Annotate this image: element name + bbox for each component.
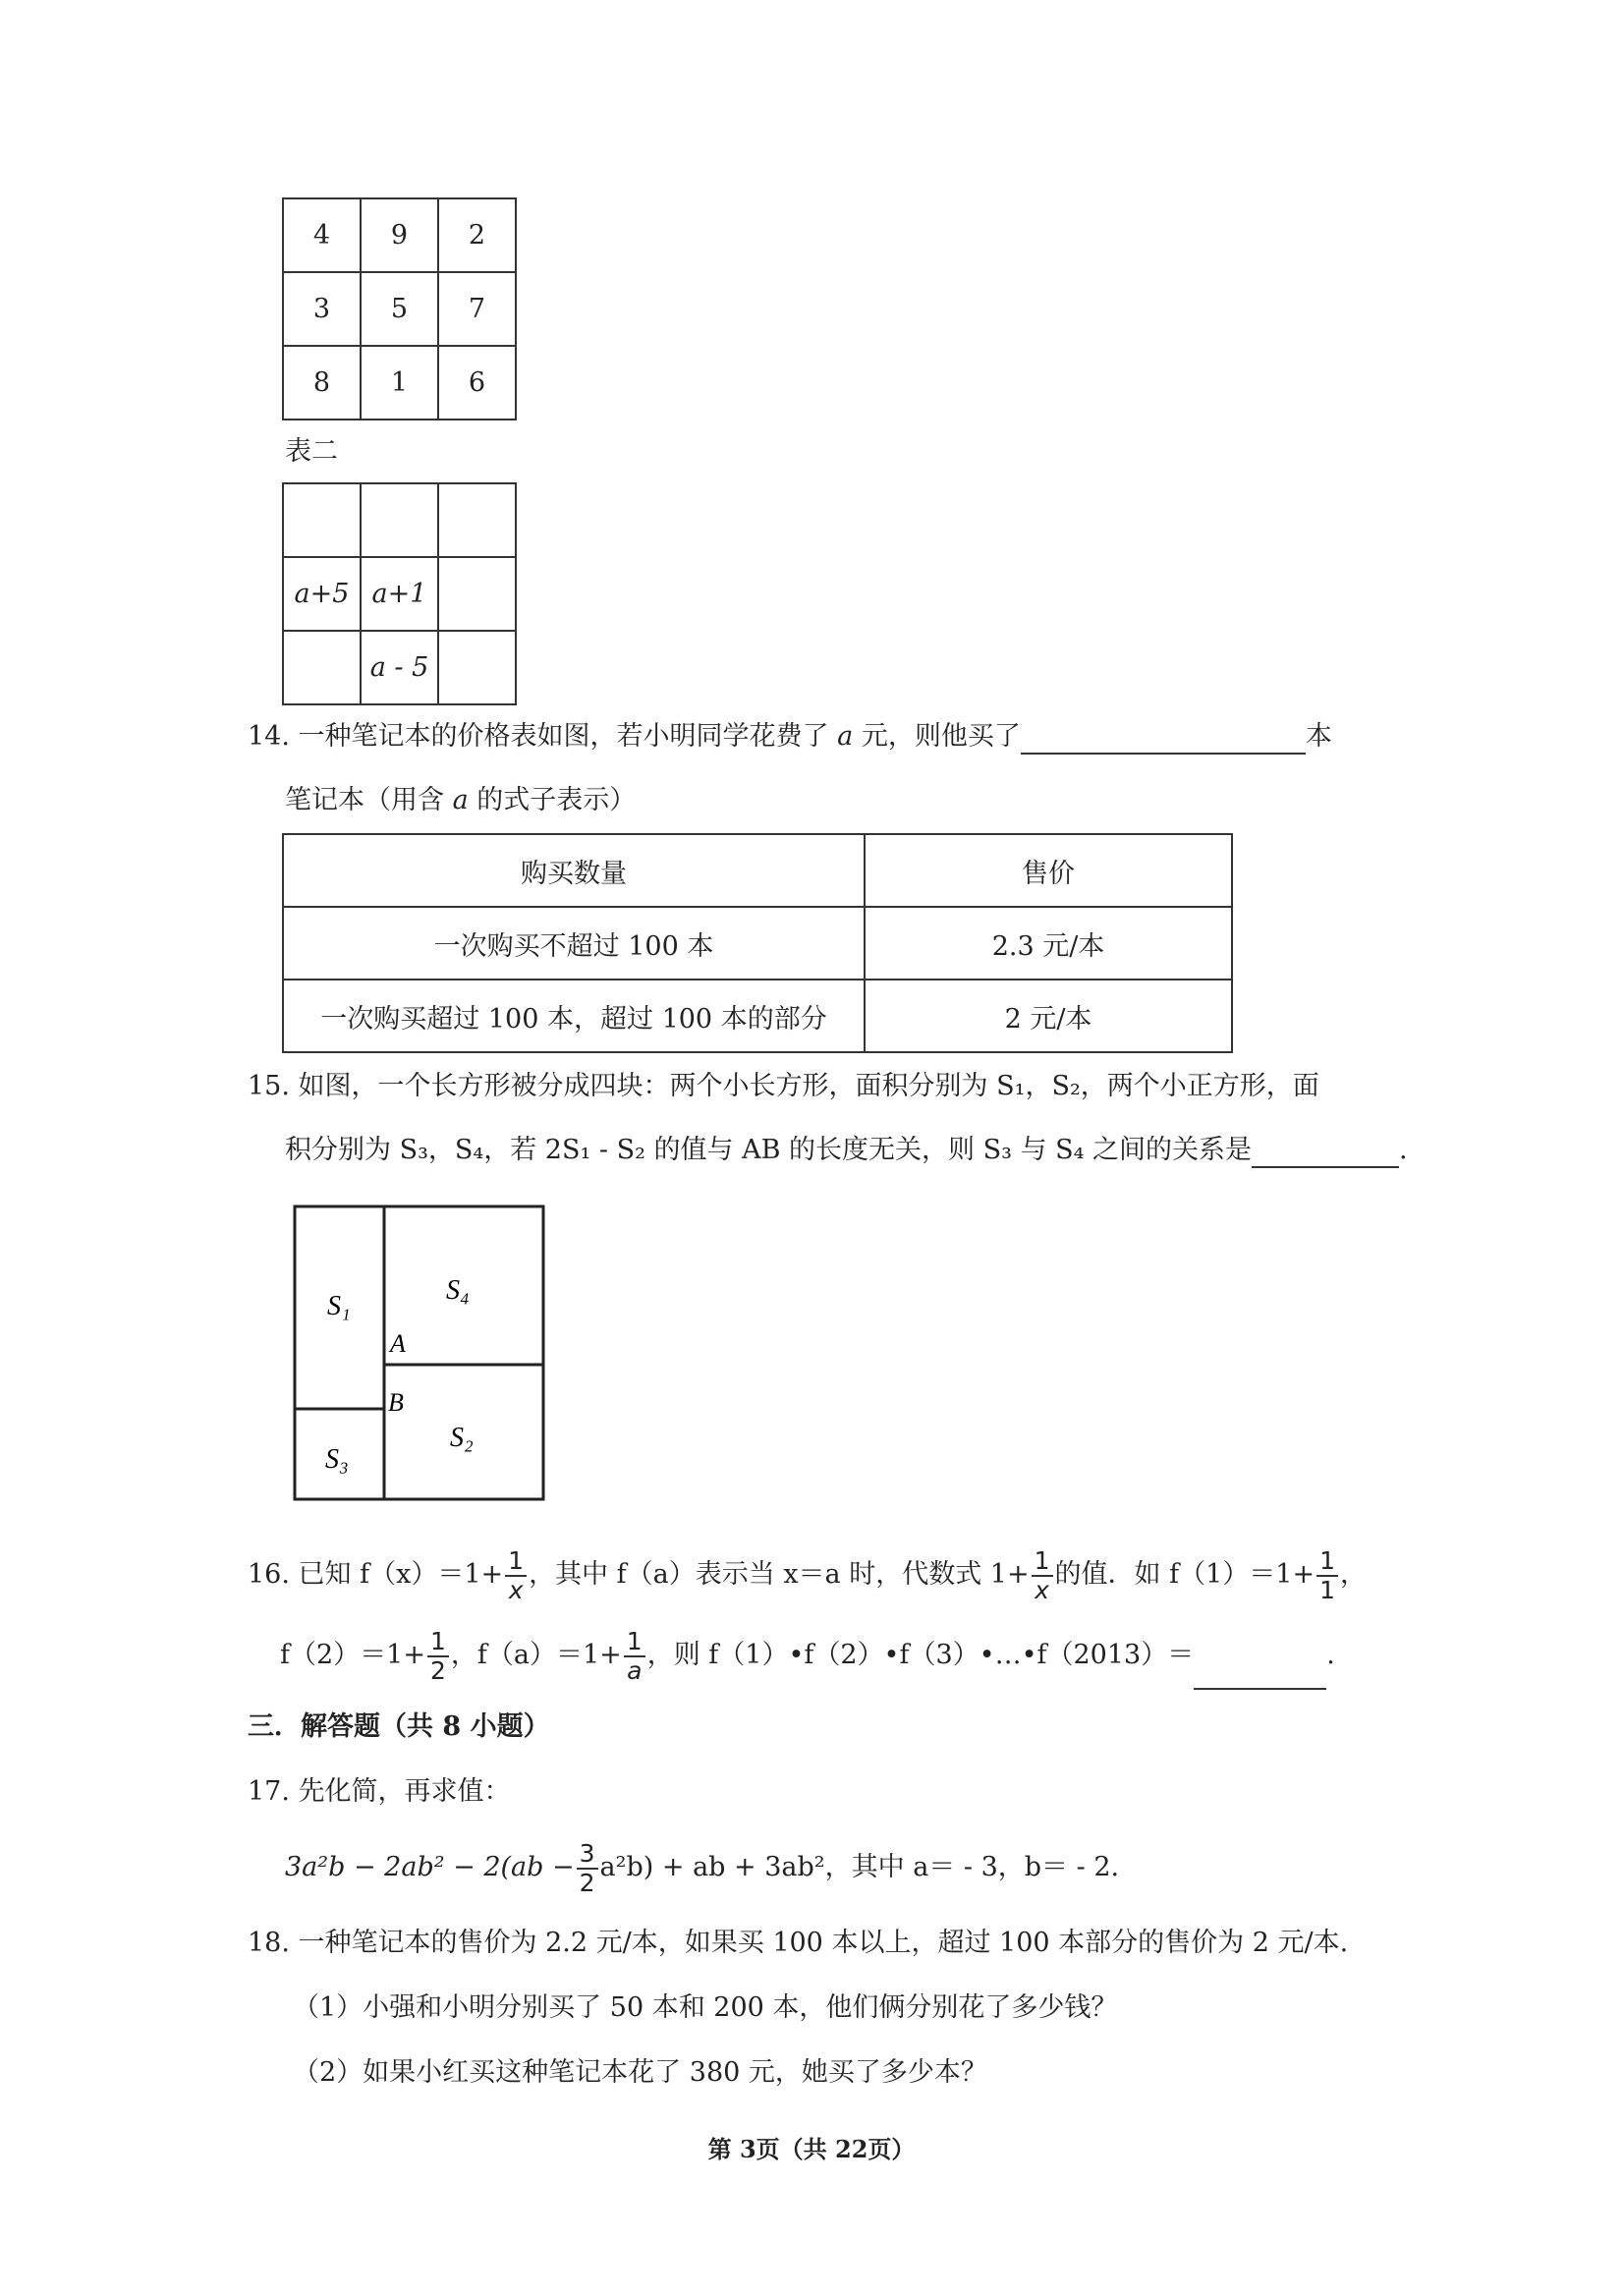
table-cell: 7: [438, 272, 516, 346]
table-cell: 2 元/本: [865, 980, 1232, 1052]
fraction: $\frac{1}{2}$: [427, 1628, 449, 1685]
table-cell: a - 5: [361, 631, 438, 704]
question-number: 17.: [248, 1776, 290, 1807]
table-cell: 3: [283, 272, 361, 346]
question-16-line1: 16. 已知 f（x）＝1+ $\frac{1}{x}$ ，其中 f（a）表示当 x＝a 时，代数式 1+ $\frac{1}{x}$ 的值．如 f（1）＝1+ $\frac{1}{1}$ ，: [248, 1545, 1367, 1604]
question-18-line1: 18. 一种笔记本的售价为 2.2 元/本，如果买 100 本以上，超过 100 本部分的售价为 2 元/本.: [248, 1928, 1349, 1958]
fraction: $\frac{1}{x}$: [1032, 1547, 1053, 1604]
question-17-expression: 3a²b − 2ab² − 2(ab − $\frac{3}{2}$ a²b) + ab + 3ab²，其中 a＝ - 3，b＝ - 2.: [285, 1838, 1120, 1897]
table-cell: 一次购买不超过 100 本: [283, 907, 865, 980]
label-a: A: [390, 1329, 406, 1358]
fraction: $\frac{1}{x}$: [505, 1547, 527, 1604]
question-18-sub1: （1）小强和小明分别买了 50 本和 200 本，他们俩分别花了多少钱？: [293, 1992, 1118, 2023]
question-15-line2: 积分别为 S₃，S₄，若 2S₁ - S₂ 的值与 AB 的长度无关，则 S₃ 与 S₄ 之间的关系是 .: [285, 1133, 1408, 1168]
table-cell: a+1: [361, 557, 438, 631]
section-title: 三．解答题（共 8 小题）: [248, 1711, 550, 1742]
table-cell: [438, 483, 516, 557]
question-14-line2: 笔记本（用含 a 的式子表示）: [285, 785, 637, 815]
question-14-line1: 14. 一种笔记本的价格表如图，若小明同学花费了 a 元，则他买了 本: [248, 719, 1332, 755]
table-cell: 4: [283, 198, 361, 272]
question-16-line2: f（2）＝1+ $\frac{1}{2}$ ，f（a）＝1+ $\frac{1}{a}$ ，则 f（1）•f（2）•f（3）•…•f（2013）＝ .: [280, 1621, 1335, 1690]
table-cell: 2.3 元/本: [865, 907, 1232, 980]
label-s2: S₂: [450, 1423, 474, 1453]
question-number: 14.: [248, 721, 290, 752]
table-cell: 6: [438, 346, 516, 420]
answer-blank[interactable]: [1252, 1139, 1399, 1168]
table-cell: 9: [361, 198, 438, 272]
answer-blank[interactable]: [1021, 725, 1306, 755]
fraction: $\frac{1}{a}$: [624, 1628, 645, 1685]
question-number: 18.: [248, 1928, 290, 1958]
page-footer: 第 3页（共 22页）: [707, 2135, 916, 2163]
label-b: B: [388, 1388, 404, 1417]
question-number: 15.: [248, 1071, 290, 1101]
magic-square-table: [282, 197, 517, 420]
table-cell: [361, 483, 438, 557]
label-s1: S₁: [327, 1291, 351, 1321]
question-17-line1: 17. 先化简，再求值：: [248, 1776, 511, 1807]
answer-blank[interactable]: [1194, 1660, 1326, 1690]
table-cell: 5: [361, 272, 438, 346]
fraction: $\frac{1}{1}$: [1316, 1547, 1338, 1604]
table-cell: 8: [283, 346, 361, 420]
question-number: 16.: [248, 1559, 290, 1590]
table-cell: 2: [438, 198, 516, 272]
table-cell: [283, 483, 361, 557]
label-s4: S₄: [446, 1275, 470, 1306]
table-cell: a+5: [283, 557, 361, 631]
table-cell: [283, 631, 361, 704]
rectangle-diagram: [293, 1204, 548, 1503]
table-two: [282, 482, 517, 705]
table-cell: 一次购买超过 100 本，超过 100 本的部分: [283, 980, 865, 1052]
question-18-sub2: （2）如果小红买这种笔记本花了 380 元，她买了多少本？: [293, 2057, 987, 2088]
table2-caption: 表二: [285, 436, 338, 467]
table-cell: [438, 631, 516, 704]
price-table: [282, 833, 1233, 1053]
table-header: 售价: [865, 834, 1232, 907]
fraction: $\frac{3}{2}$: [577, 1840, 598, 1897]
label-s3: S₃: [325, 1444, 349, 1475]
table-cell: [438, 557, 516, 631]
table-cell: 1: [361, 346, 438, 420]
question-15-line1: 15. 如图，一个长方形被分成四块：两个小长方形，面积分别为 S₁，S₂，两个小正方形，面: [248, 1071, 1319, 1101]
table-header: 购买数量: [283, 834, 865, 907]
